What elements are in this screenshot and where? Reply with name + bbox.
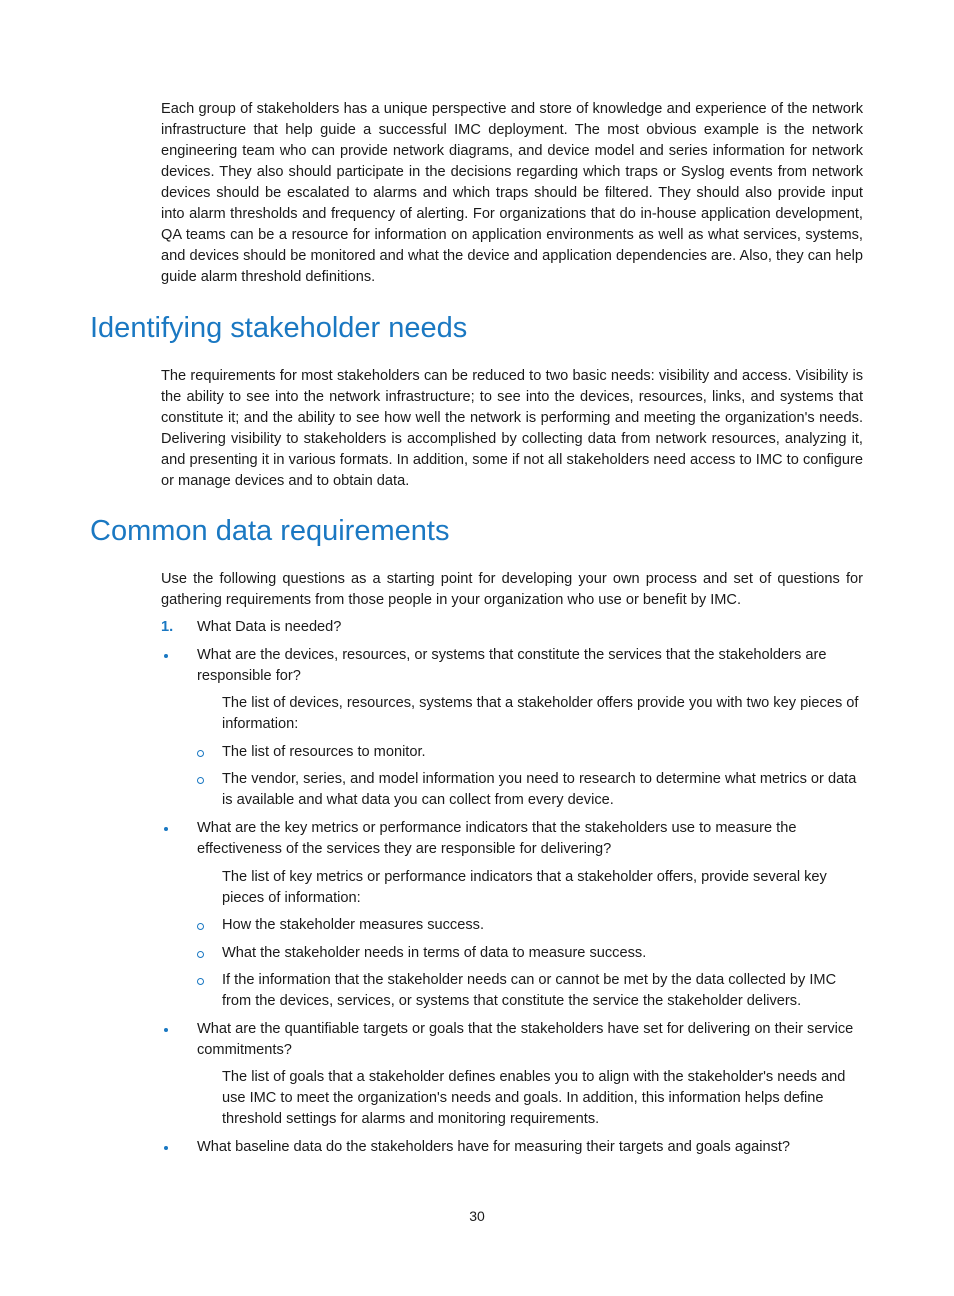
stakeholder-needs-paragraph: The requirements for most stakeholders can be reduced to two basic needs: visibility and access. Visibility is the ability to see into the network infrastructure; to see into the devices, resources, links, and systems that constitute it; and the ability to see how well the network is performing and meeting the organization's needs. Delivering visibility to stakeholders is accomplished by collecting data from network resources, analyzing it, and presenting it in various formats. In addition, some if not all stakeholders need access to IMC to configure or manage devices and to obtain data.	[161, 368, 863, 489]
section-heading-common-data-requirements: Common data requirements	[90, 515, 450, 547]
bullet-explanation: The list of devices, resources, systems that a stakeholder offers provide you with two key pieces of information:	[222, 695, 859, 732]
hollow-circle-icon	[197, 978, 204, 985]
bullet-item-baseline	[161, 1137, 863, 1158]
sub-bullet-text: If the information that the stakeholder needs can or cannot be met by the data collected by IMC from the devices, services, or systems that constitute the service the stakeholder delivers.	[222, 972, 837, 1009]
sub-bullet-text: How the stakeholder measures success.	[222, 917, 484, 933]
sub-bullet-item	[197, 943, 863, 964]
bullet-text: What baseline data do the stakeholders have for measuring their targets and goals against?	[197, 1139, 791, 1155]
bullet-text: What are the key metrics or performance indicators that the stakeholders use to measure the effectiveness of the services they are responsible for delivering?	[197, 820, 797, 857]
bullet-icon	[164, 1028, 168, 1032]
bullet-icon	[164, 827, 168, 831]
bullet-item-key-metrics	[161, 818, 863, 860]
numbered-list-item-1	[161, 617, 863, 638]
bullet-text: What are the devices, resources, or systems that constitute the services that the stakeholders are responsible for?	[197, 647, 827, 684]
hollow-circle-icon	[197, 750, 204, 757]
sub-bullet-text: What the stakeholder needs in terms of data to measure success.	[222, 945, 647, 961]
bullet-item-devices	[161, 645, 863, 687]
hollow-circle-icon	[197, 951, 204, 958]
sub-bullet-text: The list of resources to monitor.	[222, 744, 426, 760]
intro-paragraph: Each group of stakeholders has a unique perspective and store of knowledge and experience of the network infrastructure that help guide a successful IMC deployment. The most obvious example is the network engineering team who can provide network diagrams, and device model and series information for network devices. They also should participate in the decisions regarding which traps or Syslog events from network devices should be escalated to alarms and which traps should be filtered. They should also provide input into alarm thresholds and frequency of alerting. For organizations that do in-house application development, QA teams can be a resource for information on application environments as well as what services, systems, and devices should be monitored and what the device and application dependencies are. Also, they can help guide alarm threshold definitions.	[161, 101, 863, 285]
section-heading-identifying-stakeholder-needs: Identifying stakeholder needs	[90, 312, 468, 344]
sub-bullet-item	[197, 915, 863, 936]
bullet-icon	[164, 654, 168, 658]
sub-bullet-text: The vendor, series, and model information you need to research to determine what metrics or data is available and what data you can collect from every device.	[222, 771, 857, 808]
list-number: 1.	[161, 619, 174, 635]
hollow-circle-icon	[197, 923, 204, 930]
list-item-text: What Data is needed?	[197, 619, 342, 635]
hollow-circle-icon	[197, 777, 204, 784]
bullet-explanation: The list of goals that a stakeholder defines enables you to align with the stakeholder's needs and use IMC to meet the organization's needs and goals. In addition, this information helps define threshold settings for alarms and monitoring requirements.	[222, 1069, 846, 1127]
sub-bullet-item	[197, 742, 863, 763]
common-data-intro-paragraph: Use the following questions as a starting point for developing your own process and set of questions for gathering requirements from those people in your organization who use or benefit by IMC.	[161, 571, 863, 608]
sub-bullet-item	[197, 970, 863, 1012]
sub-bullet-item	[197, 769, 863, 811]
page-number: 30	[469, 1208, 485, 1224]
bullet-text: What are the quantifiable targets or goals that the stakeholders have set for delivering on their service commitments?	[197, 1021, 854, 1058]
bullet-item-targets	[161, 1019, 863, 1061]
bullet-icon	[164, 1146, 168, 1150]
bullet-explanation: The list of key metrics or performance indicators that a stakeholder offers, provide several key pieces of information:	[222, 869, 827, 906]
